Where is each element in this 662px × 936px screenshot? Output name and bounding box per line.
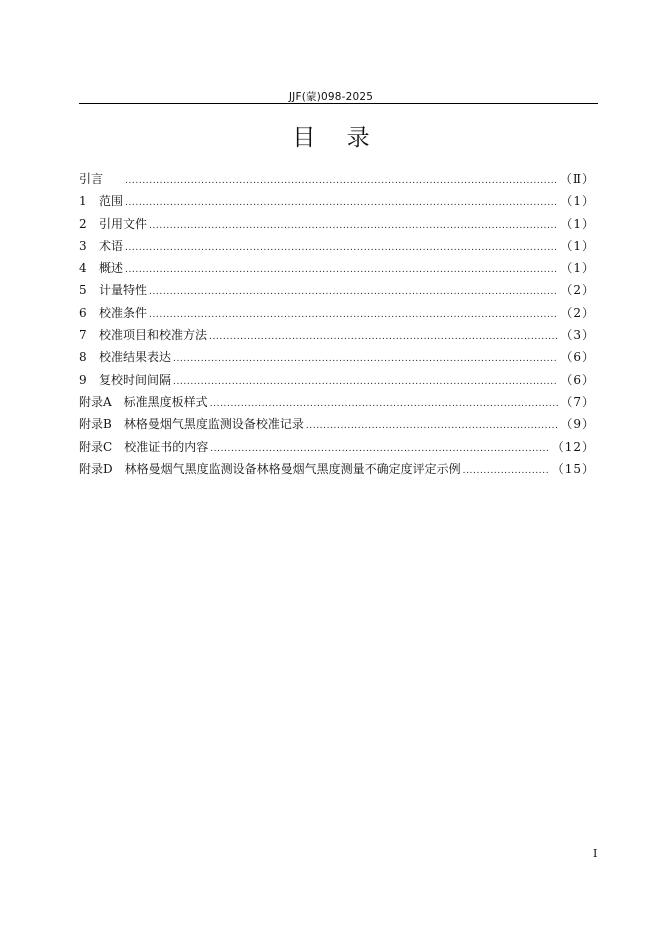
toc-leader-dots (149, 215, 558, 237)
toc-entry-label: 校准条件 (99, 305, 148, 320)
toc-leader-dots (463, 460, 550, 482)
toc-entry-page: （Ⅱ） (559, 172, 595, 186)
toc-entry-page: （1） (560, 216, 595, 231)
page-number: I (593, 847, 598, 860)
toc-entry-label: 范围 (99, 194, 124, 209)
toc-leader-dots (210, 393, 559, 415)
toc-entry-number: 5 (79, 283, 87, 298)
toc-entry-label: 概述 (99, 261, 124, 276)
toc-entry-appendix-b[interactable] (79, 413, 595, 435)
toc-entry-number: 3 (79, 238, 87, 253)
page-title: 目 录 (292, 125, 382, 151)
toc-leader-dots (125, 259, 558, 281)
toc-entry-number: 9 (79, 372, 87, 387)
toc-entry-overview[interactable] (79, 257, 595, 279)
toc-entry-page: （3） (560, 328, 595, 343)
toc-entry-page: （2） (560, 305, 595, 320)
toc-leader-dots (209, 326, 558, 348)
toc-entry-label: 引言 (79, 172, 104, 186)
header-standard-code: JJF(蒙)098-2025 (288, 91, 374, 103)
toc-entry-number: 1 (79, 194, 87, 209)
toc-entry-scope[interactable] (79, 190, 595, 212)
toc-entry-label: 术语 (99, 238, 124, 253)
toc-entry-page: （1） (560, 261, 595, 276)
toc-entry-label: 林格曼烟气黑度监测设备林格曼烟气黑度测量不确定度评定示例 (124, 461, 461, 476)
toc-entry-label: 复校时间间隔 (99, 372, 172, 387)
toc-entry-appendix-a[interactable] (79, 391, 595, 413)
toc-entry-references[interactable] (79, 213, 595, 235)
toc-entry-calibration-items-methods[interactable] (79, 324, 595, 346)
toc-entry-number: 附录A (79, 394, 112, 409)
toc-entry-metrological-characteristics[interactable] (79, 279, 595, 301)
toc-entry-number: 7 (79, 328, 87, 343)
toc-entry-page: （12） (551, 439, 595, 454)
toc-entry-label: 校准结果表达 (99, 350, 172, 365)
toc-entry-page: （9） (560, 417, 595, 432)
toc-entry-label: 林格曼烟气黑度监测设备校准记录 (123, 417, 304, 432)
toc-leader-dots (125, 192, 558, 214)
toc-entry-number: 6 (79, 305, 87, 320)
toc-leader-dots (149, 281, 558, 303)
toc-entry-calibration-conditions[interactable] (79, 302, 595, 324)
toc-entry-label: 校准项目和校准方法 (99, 328, 208, 343)
toc-entry-page: （6） (560, 372, 595, 387)
toc-leader-dots (149, 304, 558, 326)
toc-entry-appendix-c[interactable] (79, 436, 595, 458)
toc-entry-number: 附录D (79, 461, 113, 476)
toc-entry-recalibration-interval[interactable] (79, 369, 595, 391)
toc-entry-appendix-d[interactable] (79, 458, 595, 480)
toc-entry-number: 附录B (79, 417, 112, 432)
toc-entry-page: （2） (560, 283, 595, 298)
toc-leader-dots (125, 237, 558, 259)
toc-entry-page: （1） (560, 238, 595, 253)
toc-entry-result-expression[interactable] (79, 346, 595, 368)
toc-entry-number: 附录C (79, 439, 113, 454)
header-divider (79, 103, 598, 104)
toc-entry-page: （15） (551, 461, 595, 476)
toc-entry-page: （1） (560, 194, 595, 209)
table-of-contents (79, 168, 595, 480)
toc-entry-label: 引用文件 (99, 216, 148, 231)
toc-leader-dots (125, 170, 558, 192)
toc-entry-label: 计量特性 (99, 283, 148, 298)
toc-entry-page: （6） (560, 350, 595, 365)
toc-entry-label: 标准黑度板样式 (123, 394, 208, 409)
toc-leader-dots (306, 415, 559, 437)
toc-entry-intro[interactable] (79, 168, 595, 190)
toc-entry-number: 2 (79, 216, 87, 231)
toc-entry-label: 校准证书的内容 (124, 439, 209, 454)
toc-leader-dots (173, 348, 558, 370)
toc-leader-dots (210, 438, 550, 460)
toc-entry-number: 8 (79, 350, 87, 365)
toc-leader-dots (173, 371, 558, 393)
toc-entry-page: （7） (560, 394, 595, 409)
toc-entry-number: 4 (79, 261, 87, 276)
toc-entry-terms[interactable] (79, 235, 595, 257)
